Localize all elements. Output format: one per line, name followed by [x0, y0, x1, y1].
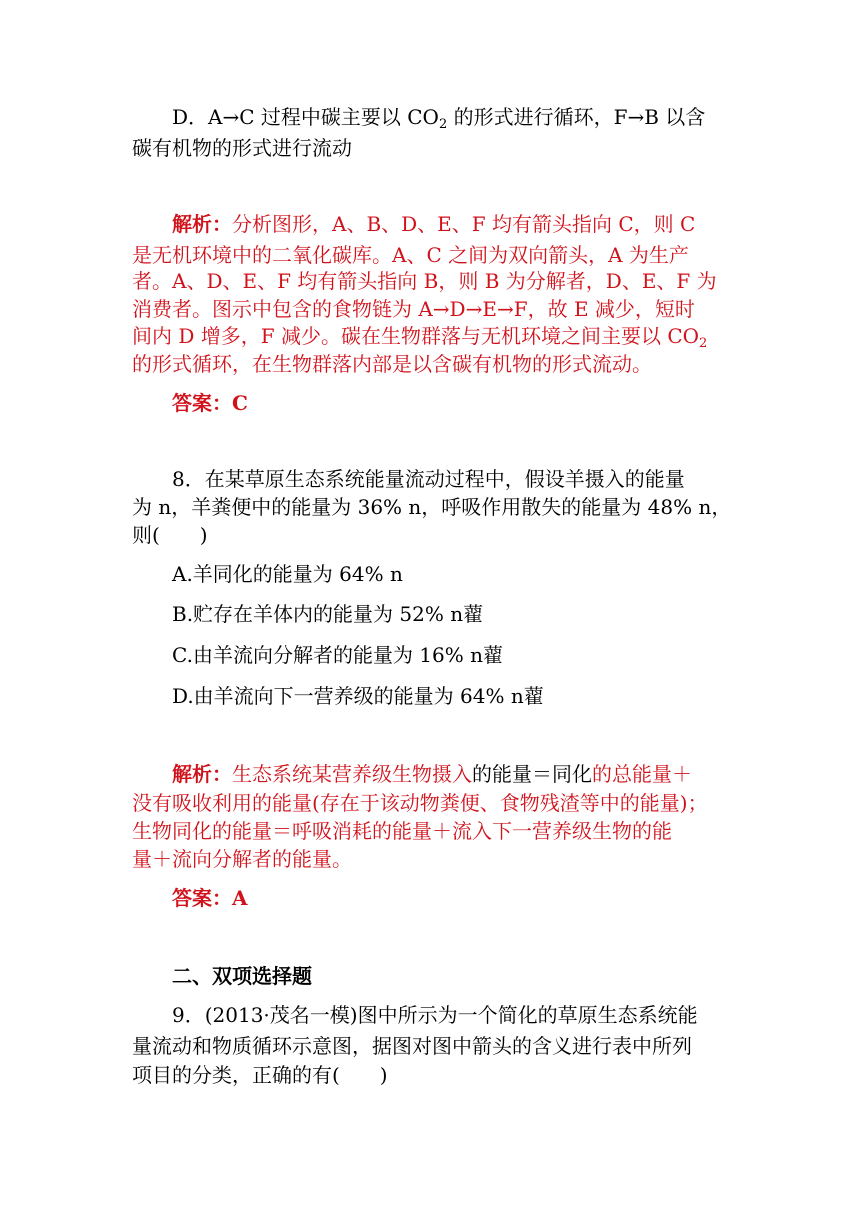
- q8-analysis-line1: 解析：生态系统某营养级生物摄入的能量＝同化的总能量＋: [172, 762, 692, 786]
- q7-analysis-line4: 消费者。图示中包含的食物链为 A→D→E→F，故 E 减少，短时: [132, 297, 695, 321]
- section-title: 二、双项选择题: [172, 964, 312, 988]
- q8-stem-line3: 则( ): [132, 523, 208, 547]
- q7-analysis-line2: 是无机环境中的二氧化碳库。A、C 之间为双向箭头，A 为生产: [132, 243, 689, 267]
- q7-option-d-line1: D．A→C 过程中碳主要以 $CO_2$ 的形式进行循环，F→B 以含: [172, 105, 706, 132]
- analysis-label: 解析：: [172, 212, 232, 236]
- q8-analysis-line4: 量＋流向分解者的能量。: [132, 847, 352, 871]
- q8-stem-line2: 为 n，羊粪便中的能量为 36% n，呼吸作用散失的能量为 48% n，: [132, 495, 732, 519]
- q8-option-d: D.由羊流向下一营养级的能量为 64% n藋: [172, 684, 544, 708]
- q8-option-b: B.贮存在羊体内的能量为 52% n藋: [172, 602, 484, 626]
- q8-option-c: C.由羊流向分解者的能量为 16% n藋: [172, 643, 503, 667]
- q8-stem-line1: 8．在某草原生态系统能量流动过程中，假设羊摄入的能量: [172, 467, 685, 491]
- q7-answer: 答案：C: [172, 391, 248, 415]
- q7-analysis-line3: 者。A、D、E、F 均有箭头指向 B，则 B 为分解者，D、E、F 为: [132, 269, 717, 293]
- q7-analysis-line5: 间内 D 增多，F 减少。碳在生物群落与无机环境之间主要以 $CO_2$: [132, 324, 708, 351]
- q9-stem-line2: 量流动和物质循环示意图，据图对图中箭头的含义进行表中所列: [132, 1034, 692, 1058]
- q8-answer: 答案：A: [172, 886, 248, 910]
- q9-stem-line3: 项目的分类，正确的有( ): [132, 1063, 388, 1087]
- q7-analysis-line6: 的形式循环，在生物群落内部是以含碳有机物的形式流动。: [132, 352, 652, 376]
- q7-analysis-line1: 解析：分析图形，A、B、D、E、F 均有箭头指向 C，则 C: [172, 212, 696, 236]
- q9-stem-line1: 9．(2013·茂名一模)图中所示为一个简化的草原生态系统能: [172, 1003, 698, 1027]
- q8-analysis-line2: 没有吸收利用的能量(存在于该动物粪便、食物残渣等中的能量)；: [132, 791, 708, 815]
- q8-analysis-line3: 生物同化的能量＝呼吸消耗的能量＋流入下一营养级生物的能: [132, 819, 672, 843]
- q7-option-d-line2: 碳有机物的形式进行流动: [132, 136, 352, 160]
- analysis-label: 解析：: [172, 762, 232, 786]
- q8-option-a: A.羊同化的能量为 64% n: [172, 562, 403, 586]
